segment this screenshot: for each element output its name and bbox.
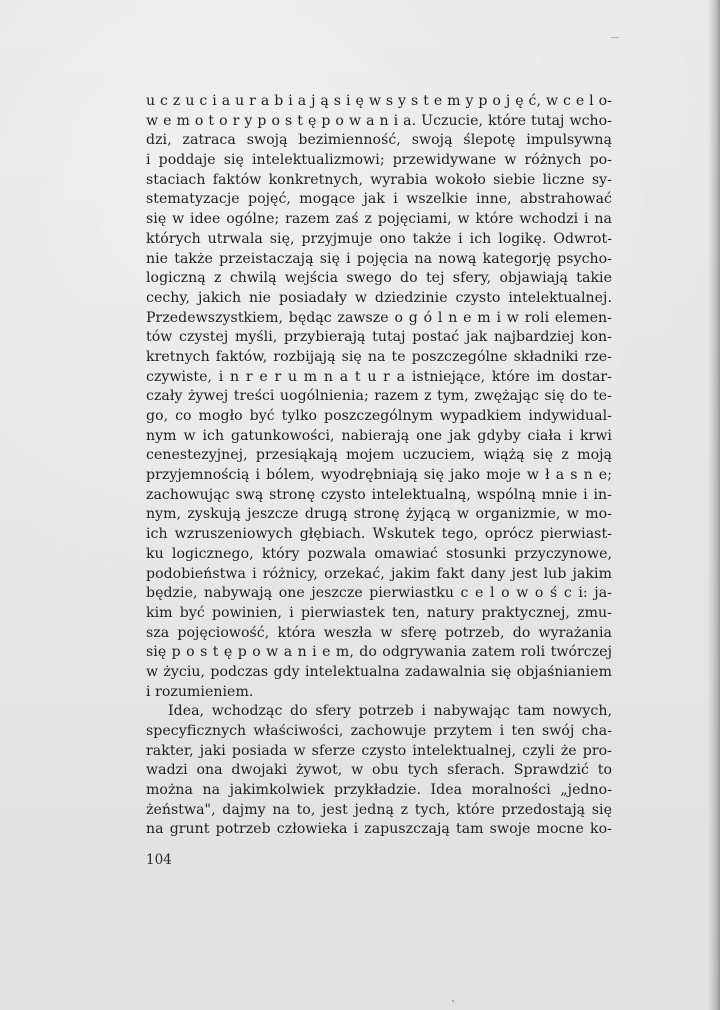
text-line: tów czystej myśli, przybierają tutaj postać jak najbardziej kon- — [146, 329, 612, 346]
text-line: ich wzruszeniowych głębiach. Wskutek tego, oprócz pierwiast- — [146, 526, 612, 543]
text-line: cechy, jakich nie posiadały w dziedzinie czysto intelektualnej. — [146, 289, 612, 306]
text-line: zachowując swą stronę czysto intelektualną, wspólną mnie i in- — [146, 486, 612, 503]
text-line: rakter, jaki posiada w sferze czysto intelektualnej, czyli że pro- — [146, 742, 612, 759]
text-line: przyjemnością i bólem, wyodrębniają się jako moje w ł a s n e; — [146, 467, 612, 484]
text-line: w e m o t o r y p o s t ę p o w a n i a. Uczucie, które tutaj wcho- — [146, 112, 612, 129]
text-line: go, co mogło być tylko poszczególnym wypadkiem indywidual- — [146, 408, 612, 424]
text-line: wadzi ona dwojaki żywot, w obu tych sferach. Sprawdzić to — [146, 762, 612, 779]
text-line: kretnych faktów, rozbijają się na te poszczególne składniki rze- — [146, 348, 612, 365]
text-line: i poddaje się intelektualizmowi; przewidywane w różnych po- — [146, 152, 612, 169]
text-line: czały żywej treści uogólnienia; razem z tym, zwężając się do te- — [146, 388, 612, 405]
text-line: nie także przeistaczają się i pojęcia na nową kategorję psycho- — [146, 250, 612, 267]
paper-speck — [611, 37, 619, 38]
text-line: czywiste, i n r e r u m n a t u r a istniejące, które im dostar- — [146, 368, 612, 385]
text-line: ku logicznego, który pozwala omawiać stosunki przyczynowe, — [146, 545, 612, 562]
text-line: będzie, nabywają one jeszcze pierwiastku c e l o w o ś c i: ja- — [146, 585, 612, 602]
text-line: dzi, zatraca swoją bezimienność, swoją ślepotę impulsywną — [146, 132, 612, 149]
text-line: stematyzacje pojęć, mogące jak i wszelkie inne, abstrahować — [146, 191, 612, 208]
text-line: na grunt potrzeb człowieka i zapuszczają tam swoje mocne ko- — [146, 821, 612, 838]
text-line: się w idee ogólne; razem zaś z pojęciami, w które wchodzi i na — [146, 211, 612, 228]
text-line: i rozumieniem. — [146, 683, 254, 700]
page-edge-shadow — [708, 0, 720, 1010]
text-line: można na jakimkolwiek przykładzie. Idea moralności „jedno- — [146, 782, 612, 799]
text-line: żeństwa", dajmy na to, jest jedną z tych, które przedostają się — [146, 801, 612, 818]
body-text — [146, 92, 612, 840]
text-line: podobieństwa i różnicy, orzekać, jakim fakt dany jest lub jakim — [146, 565, 612, 582]
text-line: nym, zyskują jeszcze drugą stronę żyjącą w organizmie, w mo- — [146, 506, 612, 523]
text-line: Idea, wchodząc do sfery potrzeb i nabywając tam nowych, — [168, 703, 612, 720]
text-line: logiczną z chwilą wejścia swego do tej sfery, objawiają takie — [146, 270, 612, 287]
page-number: 104 — [146, 852, 172, 868]
text-line: się p o s t ę p o w a n i e m, do odgrywania zatem roli twórczej — [146, 644, 612, 661]
text-line: sza pojęciowość, która weszła w sferę potrzeb, do wyrażania — [146, 624, 612, 641]
text-line: kim być powinien, i pierwiastek ten, natury praktycznej, zmu- — [146, 604, 612, 621]
text-line: staciach faktów konkretnych, wyrabia wokoło siebie liczne sy- — [146, 171, 612, 188]
paper-speck — [452, 1000, 454, 1002]
text-line: u c z u c i a u r a b i a j ą s i ę w s y s t e m y p o j ę ć, w c e l o- — [146, 93, 612, 109]
text-line: w życiu, podczas gdy intelektualna zadawalnia się objaśnianiem — [146, 663, 612, 680]
text-line: których utrwala się, przyjmuje ono także i ich logikę. Odwrot- — [146, 230, 612, 247]
text-line: Przedewszystkiem, będąc zawsze o g ó l n e m i w roli elemen- — [146, 309, 612, 326]
text-line: specyficznych właściwości, zachowuje przytem i ten swój cha- — [146, 723, 612, 739]
text-line: nym w ich gatunkowości, nabierają one jak gdyby ciała i krwi — [146, 427, 612, 444]
text-line: cenestezyjnej, przesiąkają mojem uczuciem, wiążą się z moją — [146, 447, 612, 464]
